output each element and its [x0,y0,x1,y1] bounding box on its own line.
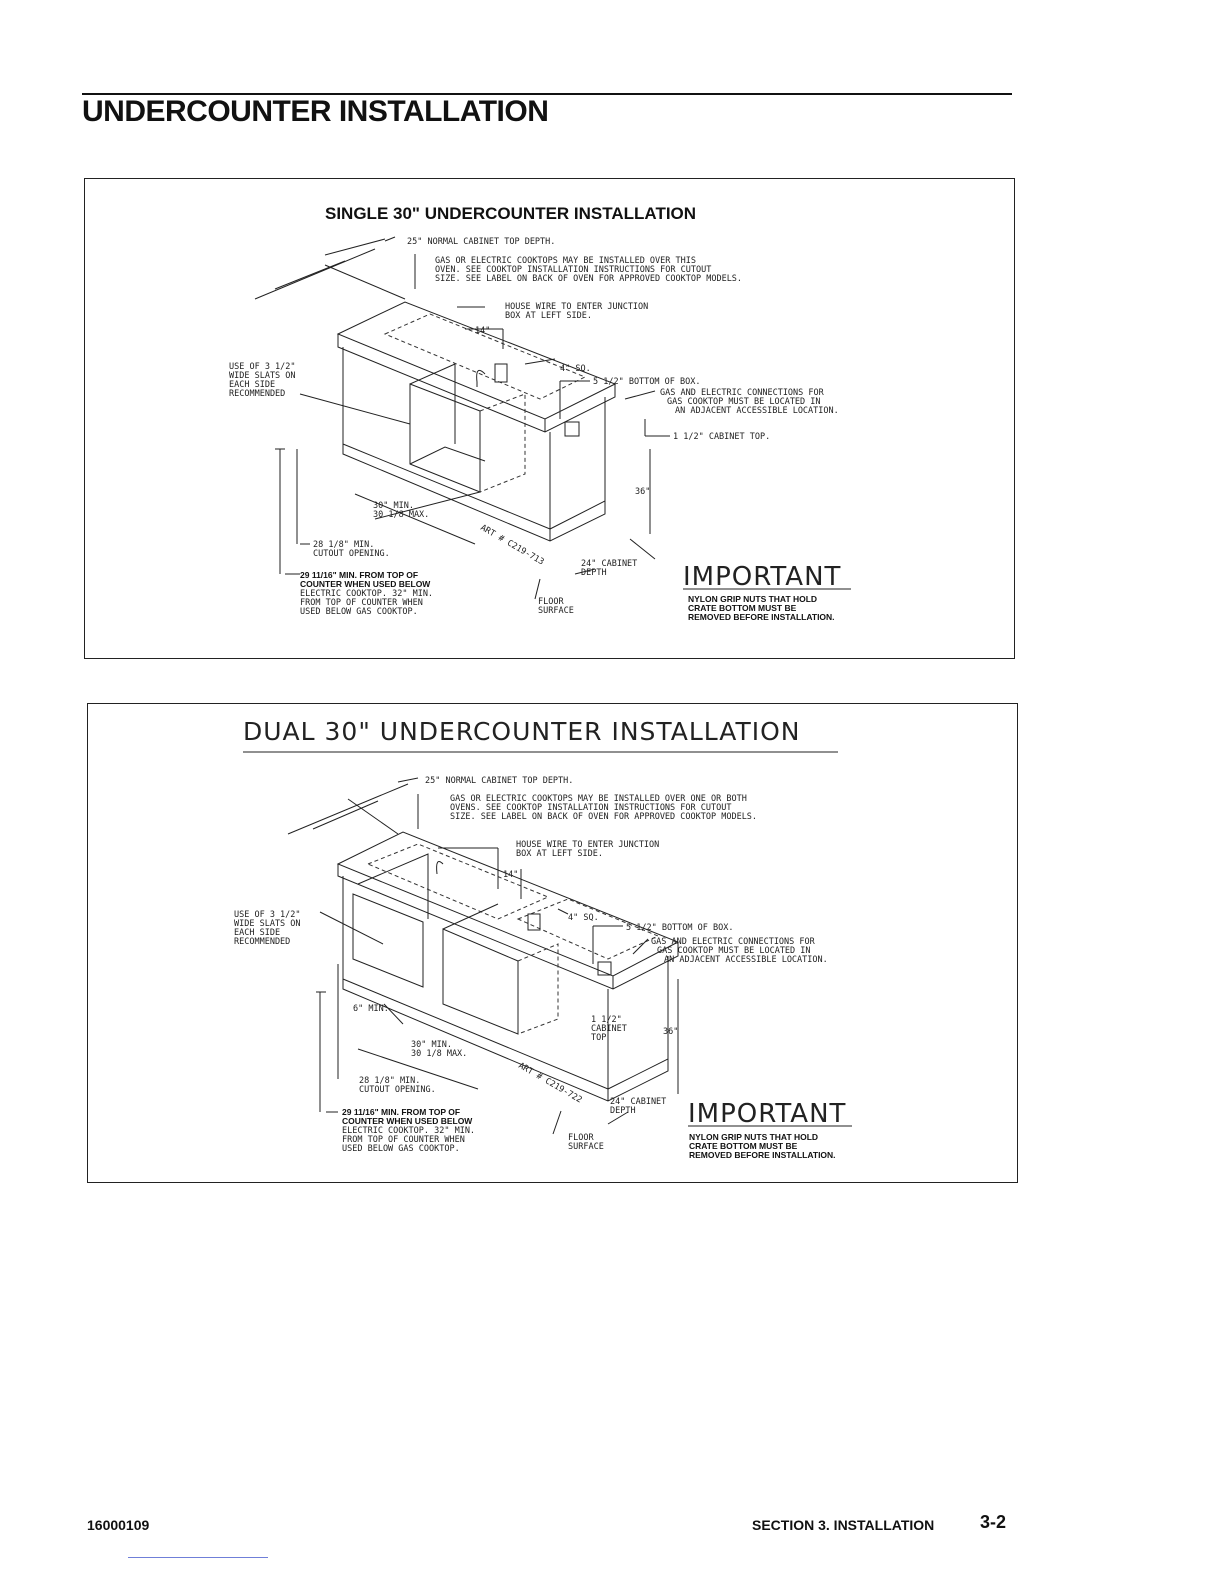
dual-dim-14: 14" [503,870,519,880]
single-floor-line1: FLOOR [538,597,564,607]
single-cab-depth-line1: 24" CABINET [581,559,638,569]
dual-cabinet-drawing [288,784,678,1101]
dual-cooktop-line1: GAS OR ELECTRIC COOKTOPS MAY BE INSTALLED OVER ONE OR BOTH [450,794,747,804]
single-cooktop-line1: GAS OR ELECTRIC COOKTOPS MAY BE INSTALLED OVER THIS [435,256,696,266]
dual-depth-label: 25" NORMAL CABINET TOP DEPTH. [425,776,574,786]
single-slats-line3: EACH SIDE [229,380,276,390]
section-label: SECTION 3. INSTALLATION [752,1517,935,1533]
single-house-wire-line2: BOX AT LEFT SIDE. [505,311,592,321]
single-cooktop-line3: SIZE. SEE LABEL ON BACK OF OVEN FOR APPROVED COOKTOP MODELS. [435,274,743,284]
single-min-line3: ELECTRIC COOKTOP. 32" MIN. [300,589,434,599]
dual-slats-line2: WIDE SLATS ON [234,919,301,929]
single-house-wire-line1: HOUSE WIRE TO ENTER JUNCTION [505,302,649,312]
single-floor-line2: SURFACE [538,606,574,616]
page-title: UNDERCOUNTER INSTALLATION [82,95,549,128]
single-box-bottom: 5 1/2" BOTTOM OF BOX. [593,377,701,387]
dual-title: DUAL 30" UNDERCOUNTER INSTALLATION [243,717,801,746]
single-slats-line2: WIDE SLATS ON [229,371,296,381]
single-dim-14: 14" [475,326,491,336]
single-cab-depth-line2: DEPTH [581,568,607,578]
page-number: 3-2 [980,1512,1007,1532]
single-important-heading: IMPORTANT [683,562,842,592]
single-installation-panel [84,178,1015,659]
house-wire-icon [437,862,443,874]
single-conn-line2: GAS COOKTOP MUST BE LOCATED IN [667,397,821,407]
dual-cutout-line2: CUTOUT OPENING. [359,1085,436,1095]
dual-conn-line3: AN ADJACENT ACCESSIBLE LOCATION. [664,955,828,965]
single-cutout-line1: 28 1/8" MIN. [313,540,375,550]
dual-cab-depth-line2: DEPTH [610,1106,636,1116]
dual-house-wire-line2: BOX AT LEFT SIDE. [516,849,603,859]
dual-min-line2: COUNTER WHEN USED BELOW [342,1116,473,1126]
dual-important-heading: IMPORTANT [688,1099,847,1129]
junction-box-icon [565,422,579,436]
single-box-sq: 4" SQ. [560,364,591,374]
dual-conn-line2: GAS COOKTOP MUST BE LOCATED IN [657,946,811,956]
document-number: 16000109 [87,1517,150,1533]
single-title: SINGLE 30" UNDERCOUNTER INSTALLATION [325,204,697,223]
dual-cutout-line1: 28 1/8" MIN. [359,1076,421,1086]
single-min-line5: USED BELOW GAS COOKTOP. [300,607,418,617]
dual-floor-line2: SURFACE [568,1142,604,1152]
dual-cab-top-line2: CABINET [591,1024,627,1034]
single-slats-line1: USE OF 3 1/2" [229,362,296,372]
dual-min-line3: ELECTRIC COOKTOP. 32" MIN. [342,1126,476,1136]
single-width-line1: 30" MIN. [373,501,414,511]
dual-height: 36" [663,1027,679,1037]
dual-art-number: ART # C219-722 [516,1060,584,1106]
single-min-line2: COUNTER WHEN USED BELOW [300,579,431,589]
single-important-line1: NYLON GRIP NUTS THAT HOLD [688,594,818,604]
single-min-line4: FROM TOP OF COUNTER WHEN [300,598,423,608]
single-slats-line4: RECOMMENDED [229,389,286,399]
dual-min-line5: USED BELOW GAS COOKTOP. [342,1144,460,1154]
dual-slats-line1: USE OF 3 1/2" [234,910,301,920]
single-cooktop-line2: OVEN. SEE COOKTOP INSTALLATION INSTRUCTIONS FOR CUTOUT [435,265,712,275]
single-min-line1: 29 11/16" MIN. FROM TOP OF [300,570,419,580]
dual-important-line3: REMOVED BEFORE INSTALLATION. [689,1150,836,1160]
single-cabinet-drawing [255,239,615,541]
dual-width-line2: 30 1/8 MAX. [411,1049,468,1059]
dual-installation-panel [87,703,1018,1183]
dual-width-line1: 30" MIN. [411,1040,452,1050]
dual-min-line4: FROM TOP OF COUNTER WHEN [342,1135,465,1145]
dual-min-line1: 29 11/16" MIN. FROM TOP OF [342,1107,461,1117]
link-underline [128,1557,268,1558]
wire-clamp-icon [495,364,507,382]
dual-box-sq: 4" SQ. [568,913,599,923]
single-cabinet-top: 1 1/2" CABINET TOP. [673,432,771,442]
single-width-line2: 30 1/8 MAX. [373,510,430,520]
single-conn-line3: AN ADJACENT ACCESSIBLE LOCATION. [675,406,839,416]
dual-cab-top-line1: 1 1/2" [591,1015,622,1025]
dual-cab-depth-line1: 24" CABINET [610,1097,667,1107]
dual-installation-diagram [88,704,1019,1184]
dual-floor-line1: FLOOR [568,1133,594,1143]
dual-important-line1: NYLON GRIP NUTS THAT HOLD [689,1132,819,1142]
dual-six-min: 6" MIN. [353,1004,389,1014]
single-important-line3: REMOVED BEFORE INSTALLATION. [688,612,835,622]
dual-box-bottom: 5 1/2" BOTTOM OF BOX. [626,923,734,933]
single-cutout-line2: CUTOUT OPENING. [313,549,390,559]
single-conn-line1: GAS AND ELECTRIC CONNECTIONS FOR [660,388,824,398]
dual-cab-top-line3: TOP [591,1033,607,1043]
house-wire-icon [477,370,485,387]
single-art-number: ART # C219-713 [478,522,546,568]
single-installation-diagram [85,179,1016,660]
dual-house-wire-line1: HOUSE WIRE TO ENTER JUNCTION [516,840,660,850]
single-depth-label: 25" NORMAL CABINET TOP DEPTH. [407,237,556,247]
dual-cooktop-line3: SIZE. SEE LABEL ON BACK OF OVEN FOR APPROVED COOKTOP MODELS. [450,812,758,822]
dual-cooktop-line2: OVENS. SEE COOKTOP INSTALLATION INSTRUCTIONS FOR CUTOUT [450,803,732,813]
dual-slats-line4: RECOMMENDED [234,937,291,947]
dual-slats-line3: EACH SIDE [234,928,281,938]
dual-important-line2: CRATE BOTTOM MUST BE [689,1141,798,1151]
single-height: 36" [635,487,651,497]
single-important-line2: CRATE BOTTOM MUST BE [688,603,797,613]
dual-conn-line1: GAS AND ELECTRIC CONNECTIONS FOR [651,937,815,947]
